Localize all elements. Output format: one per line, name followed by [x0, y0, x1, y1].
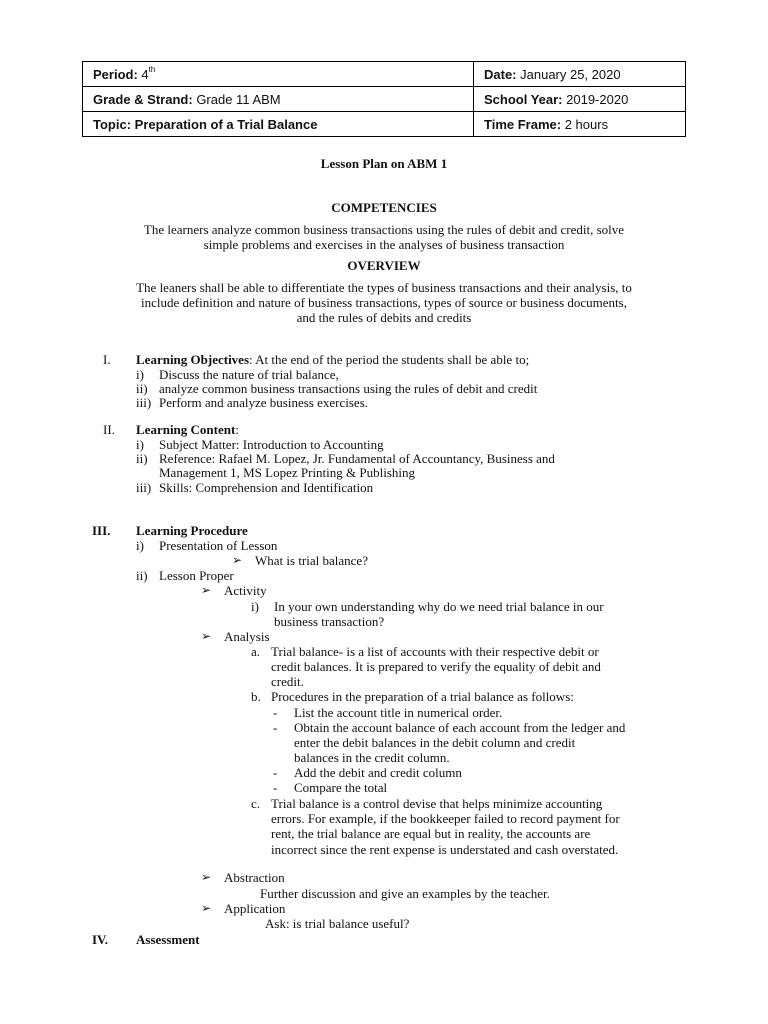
list-item: Further discussion and give an examples by the teacher. — [260, 886, 550, 901]
list-item: Compare the total — [294, 780, 388, 795]
list-item: Management 1, MS Lopez Printing & Publishing — [159, 465, 416, 480]
overview-line: and the rules of debits and credits — [296, 310, 472, 325]
list-number: ii) — [136, 568, 148, 583]
school-year-cell: School Year: 2019-2020 — [474, 87, 686, 112]
list-item: Procedures in the preparation of a trial balance as follows: — [271, 689, 574, 704]
list-item: Activity — [224, 583, 267, 598]
list-number: ii) — [136, 451, 148, 466]
dash-bullet: - — [273, 705, 278, 720]
list-number: i) — [136, 367, 144, 382]
list-item: Presentation of Lesson — [159, 538, 278, 553]
list-item: business transaction? — [274, 614, 385, 629]
list-letter: c. — [251, 796, 261, 811]
list-item: In your own understanding why do we need trial balance in our — [274, 599, 604, 614]
list-item: enter the debit balances in the debit column and credit — [294, 735, 576, 750]
overview-heading: OVERVIEW — [347, 258, 421, 273]
list-item: Reference: Rafael M. Lopez, Jr. Fundamental of Accountancy, Business and — [159, 451, 555, 466]
list-item: Abstraction — [224, 870, 285, 885]
arrow-bullet-icon: ➢ — [201, 870, 212, 884]
competencies-line: simple problems and exercises in the analyses of business transaction — [203, 237, 565, 252]
list-item: Perform and analyze business exercises. — [159, 395, 369, 410]
list-item: Lesson Proper — [159, 568, 234, 583]
list-item: credit. — [271, 674, 304, 689]
list-item: Subject Matter: Introduction to Accounting — [159, 437, 384, 452]
arrow-bullet-icon: ➢ — [201, 583, 212, 597]
list-item: Skills: Comprehension and Identification — [159, 480, 374, 495]
section-heading: Assessment — [136, 932, 200, 947]
list-item: What is trial balance? — [255, 553, 368, 568]
section-numeral: II. — [103, 422, 115, 437]
time-frame-cell: Time Frame: 2 hours — [474, 112, 686, 137]
section-heading: Learning Procedure — [136, 523, 248, 538]
list-item: Trial balance- is a list of accounts with their respective debit or — [271, 644, 599, 659]
section-numeral: III. — [92, 523, 111, 538]
list-item: incorrect since the rent expense is understated and cash overstated. — [271, 842, 619, 857]
list-item: List the account title in numerical order. — [294, 705, 503, 720]
list-item: Add the debit and credit column — [294, 765, 462, 780]
list-item: Discuss the nature of trial balance, — [159, 367, 339, 382]
section-numeral: IV. — [92, 932, 109, 947]
list-item: Trial balance is a control devise that helps minimize accounting — [271, 796, 603, 811]
topic-cell: Topic: Preparation of a Trial Balance — [83, 112, 474, 137]
list-letter: a. — [251, 644, 261, 659]
list-item: Application — [224, 901, 286, 916]
page-title: Lesson Plan on ABM 1 — [320, 156, 448, 171]
arrow-bullet-icon: ➢ — [201, 629, 212, 643]
list-number: i) — [136, 437, 144, 452]
section-numeral: I. — [103, 352, 111, 367]
header-table — [82, 61, 686, 137]
list-number: i) — [251, 599, 259, 614]
list-item: rent, the trial balance are equal but in reality, the accounts are — [271, 826, 591, 841]
grade-cell: Grade & Strand: Grade 11 ABM — [83, 87, 474, 112]
arrow-bullet-icon: ➢ — [201, 901, 212, 915]
list-number: iii) — [136, 480, 152, 495]
period-cell: Period: 4th — [83, 62, 474, 87]
list-item: credit balances. It is prepared to verify the equality of debit and — [271, 659, 601, 674]
list-item: balances in the credit column. — [294, 750, 450, 765]
list-item: Ask: is trial balance useful? — [265, 916, 410, 931]
list-number: i) — [136, 538, 144, 553]
overview-line: include definition and nature of business transactions, types of source or business documents, — [141, 295, 627, 310]
section-heading: Learning Objectives: At the end of the period the students shall be able to; — [136, 352, 530, 367]
list-item: Analysis — [224, 629, 270, 644]
date-cell: Date: January 25, 2020 — [474, 62, 686, 87]
dash-bullet: - — [273, 765, 278, 780]
list-item: Obtain the account balance of each account from the ledger and — [294, 720, 626, 735]
arrow-bullet-icon: ➢ — [232, 553, 243, 567]
list-item: analyze common business transactions using the rules of debit and credit — [159, 381, 538, 396]
dash-bullet: - — [273, 780, 278, 795]
competencies-heading: COMPETENCIES — [331, 200, 437, 215]
dash-bullet: - — [273, 720, 278, 735]
overview-line: The leaners shall be able to differentiate the types of business transactions and their analysis, to — [136, 280, 632, 295]
competencies-line: The learners analyze common business transactions using the rules of debit and credit, solve — [143, 222, 625, 237]
section-heading: Learning Content: — [136, 422, 239, 437]
list-item: errors. For example, if the bookkeeper failed to record payment for — [271, 811, 620, 826]
list-letter: b. — [251, 689, 261, 704]
list-number: ii) — [136, 381, 148, 396]
list-number: iii) — [136, 395, 152, 410]
